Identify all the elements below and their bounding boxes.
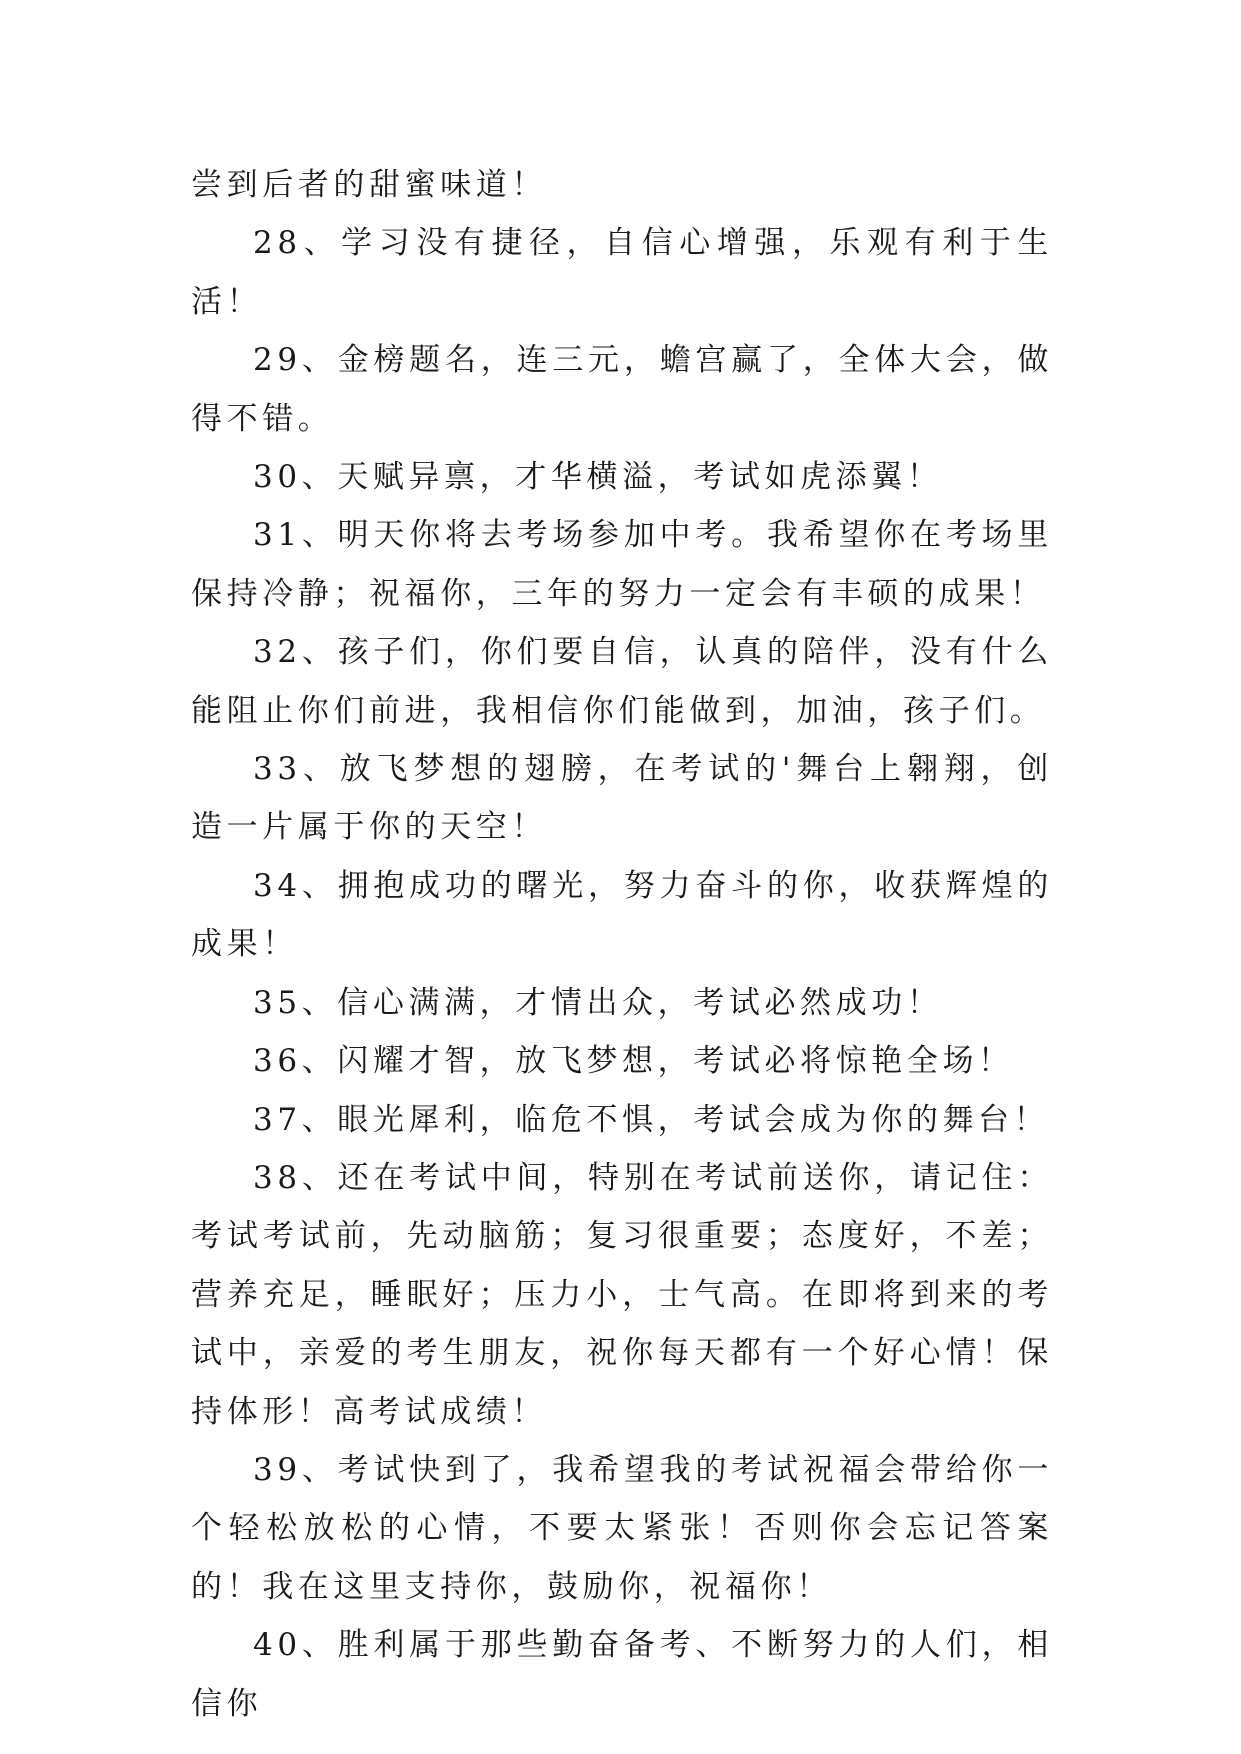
paragraph: 31、明天你将去考场参加中考。我希望你在考场里保持冷静；祝福你，三年的努力一定会有丰硕的成果！ (191, 517, 1053, 612)
document-body (191, 156, 1053, 1733)
paragraph: 39、考试快到了，我希望我的考试祝福会带给你一个轻松放松的心情，不要太紧张！否则你会忘记答案的！我在这里支持你，鼓励你，祝福你！ (191, 1451, 1053, 1605)
paragraph: 36、闪耀才智，放飞梦想，考试必将惊艳全场！ (253, 1043, 1014, 1080)
paragraph: 30、天赋异禀，才华横溢，考试如虎添翼！ (253, 459, 943, 496)
paragraph: 尝到后者的甜蜜味道！ (191, 167, 547, 203)
paragraph: 29、金榜题名，连三元，蟾宫赢了，全体大会，做得不错。 (191, 342, 1053, 437)
paragraph: 28、学习没有捷径，自信心增强，乐观有利于生活！ (191, 225, 1053, 320)
paragraph: 34、拥抱成功的曙光，努力奋斗的你，收获辉煌的成果！ (191, 867, 1053, 963)
paragraph: 37、眼光犀利，临危不惧，考试会成为你的舞台！ (253, 1101, 1050, 1138)
paragraph: 35、信心满满，才情出众，考试必然成功！ (253, 984, 943, 1021)
paragraph: 32、孩子们，你们要自信，认真的陪伴，没有什么能阻止你们前进，我相信你们能做到，加油，孩子们。 (191, 634, 1053, 729)
paragraph: 40、胜利属于那些勤奋备考、不断努力的人们，相信你 (191, 1627, 1053, 1722)
paragraph: 33、放飞梦想的翅膀，在考试的'舞台上翱翔，创造一片属于你的天空！ (191, 751, 1053, 846)
paragraph: 38、还在考试中间，特别在考试前送你，请记住：考试考试前，先动脑筋；复习很重要；态度好，不差；营养充足，睡眠好；压力小，士气高。在即将到来的考试中，亲爱的考生朋友，祝你每天都有一个好心情！保持体形！高考试成绩！ (191, 1159, 1053, 1430)
